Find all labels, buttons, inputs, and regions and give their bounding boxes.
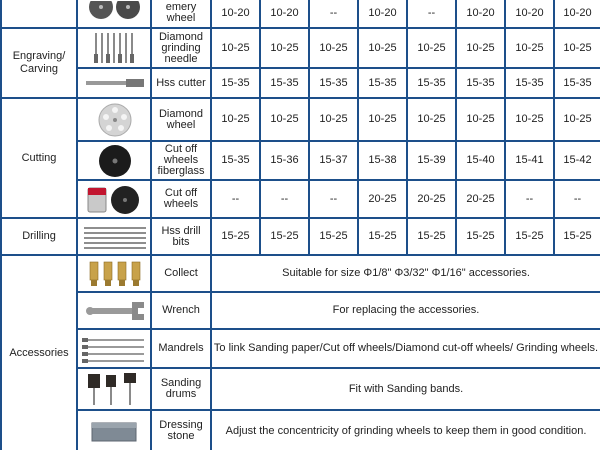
speed-value: 10-20 [260, 0, 309, 28]
diamond-needles-icon [78, 30, 152, 66]
item-name: Wrench [151, 292, 211, 329]
speed-value: 10-25 [309, 28, 358, 68]
emery-wheels-icon [78, 1, 152, 25]
speed-value: 15-25 [456, 218, 505, 255]
item-picture-cell [77, 68, 151, 98]
speed-value: -- [554, 180, 600, 218]
speed-value: -- [260, 180, 309, 218]
table-row [1, 68, 600, 98]
item-name: Hss cutter [151, 68, 211, 98]
item-picture-cell [77, 180, 151, 218]
speed-value: 15-35 [456, 68, 505, 98]
speed-value: 15-36 [260, 141, 309, 180]
speed-value: -- [309, 0, 358, 28]
item-description: Suitable for size Φ1/8" Φ3/32" Φ1/16" accessories. [211, 255, 600, 292]
speed-value: 20-25 [358, 180, 407, 218]
speed-value: 10-20 [456, 0, 505, 28]
speed-value: 15-25 [211, 218, 260, 255]
item-picture-cell [77, 410, 151, 450]
table-row [1, 292, 600, 329]
item-picture-cell [77, 0, 151, 28]
table-row [1, 98, 600, 141]
item-picture-cell [77, 292, 151, 329]
speed-value: 15-37 [309, 141, 358, 180]
speed-value: 10-25 [211, 98, 260, 141]
speed-value: 15-25 [554, 218, 600, 255]
speed-value: 15-35 [505, 68, 554, 98]
speed-value: -- [309, 180, 358, 218]
item-name: Diamond wheel [151, 98, 211, 141]
speed-value: 15-25 [407, 218, 456, 255]
speed-value: 15-35 [211, 141, 260, 180]
mandrels-icon [78, 332, 152, 366]
speed-value: 15-42 [554, 141, 600, 180]
speed-value: 15-35 [554, 68, 600, 98]
item-name: Mandrels [151, 329, 211, 368]
hss-cutter-icon [78, 73, 152, 93]
speed-value: 10-25 [309, 98, 358, 141]
speed-value: 10-25 [358, 98, 407, 141]
speed-value: 10-20 [505, 0, 554, 28]
speed-value: 10-25 [211, 28, 260, 68]
item-description: Adjust the concentricity of grinding wheels to keep them in good condition. [211, 410, 600, 450]
speed-value: 10-25 [456, 98, 505, 141]
item-picture-cell [77, 28, 151, 68]
item-name: Sanding drums [151, 368, 211, 410]
drill-bits-icon [78, 222, 152, 252]
speed-value: 10-20 [211, 0, 260, 28]
category-cell [1, 0, 77, 28]
table-row [1, 329, 600, 368]
speed-value: 10-25 [505, 28, 554, 68]
table-row [1, 0, 600, 28]
category-accessories: Accessories [1, 255, 77, 450]
table-row [1, 180, 600, 218]
speed-value: 10-25 [407, 28, 456, 68]
item-description: To link Sanding paper/Cut off wheels/Diamond cut-off wheels/ Grinding wheels. [211, 329, 600, 368]
table-row [1, 410, 600, 450]
table-row [1, 141, 600, 180]
speed-value: 15-25 [505, 218, 554, 255]
sanding-drums-icon [78, 370, 152, 408]
item-picture-cell [77, 368, 151, 410]
speed-value: 15-38 [358, 141, 407, 180]
speed-value: 15-35 [260, 68, 309, 98]
speed-value: 10-25 [260, 98, 309, 141]
speed-value: 15-25 [260, 218, 309, 255]
item-picture-cell [77, 218, 151, 255]
item-name: Collect [151, 255, 211, 292]
item-picture-cell [77, 329, 151, 368]
cut-off-wheels-icon [78, 182, 152, 216]
item-name: Cut off wheels fiberglass [151, 141, 211, 180]
collets-icon [78, 258, 152, 290]
speed-value: 15-35 [309, 68, 358, 98]
speed-value: 15-35 [211, 68, 260, 98]
speed-value: 20-25 [407, 180, 456, 218]
speed-value: 10-25 [407, 98, 456, 141]
speed-value: -- [407, 0, 456, 28]
item-description: For replacing the accessories. [211, 292, 600, 329]
speed-value: 10-25 [456, 28, 505, 68]
speed-value: 15-41 [505, 141, 554, 180]
speed-value: 10-25 [554, 98, 600, 141]
speed-value: 15-35 [358, 68, 407, 98]
category-drilling: Drilling [1, 218, 77, 255]
speed-value: 15-35 [407, 68, 456, 98]
diamond-wheel-icon [78, 101, 152, 139]
speed-value: 10-20 [554, 0, 600, 28]
speed-value: 10-25 [554, 28, 600, 68]
item-name: Dressing stone [151, 410, 211, 450]
item-picture-cell [77, 255, 151, 292]
category-engraving-carving: Engraving/ Carving [1, 28, 77, 98]
table-row [1, 255, 600, 292]
speed-value: 10-25 [358, 28, 407, 68]
item-name: Cut off wheels [151, 180, 211, 218]
speed-value: 15-40 [456, 141, 505, 180]
speed-value: 15-25 [309, 218, 358, 255]
item-picture-cell [77, 141, 151, 180]
speed-value: -- [211, 180, 260, 218]
category-cutting: Cutting [1, 98, 77, 218]
item-name: emery wheel [151, 0, 211, 28]
table-row [1, 28, 600, 68]
item-description: Fit with Sanding bands. [211, 368, 600, 410]
speed-value: 10-25 [505, 98, 554, 141]
item-name: Diamond grinding needle [151, 28, 211, 68]
item-picture-cell [77, 98, 151, 141]
speed-value: 15-25 [358, 218, 407, 255]
speed-value: 10-20 [358, 0, 407, 28]
speed-value: 20-25 [456, 180, 505, 218]
fiberglass-wheel-icon [78, 143, 152, 179]
table-row [1, 368, 600, 410]
speed-value: -- [505, 180, 554, 218]
speed-value: 10-25 [260, 28, 309, 68]
speed-value: 15-39 [407, 141, 456, 180]
table-row [1, 218, 600, 255]
wrench-icon [78, 296, 152, 326]
item-name: Hss drill bits [151, 218, 211, 255]
dressing-stone-icon [78, 413, 152, 449]
